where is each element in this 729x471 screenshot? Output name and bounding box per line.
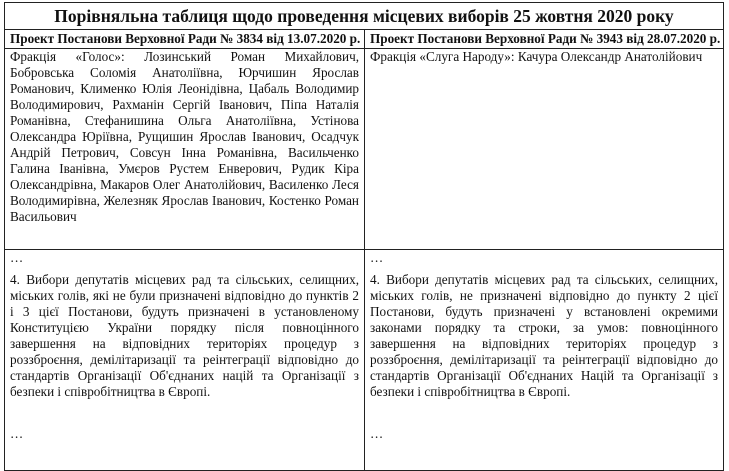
comparison-document bbox=[4, 2, 724, 458]
title-row bbox=[5, 3, 724, 30]
right-provision-cell bbox=[365, 250, 724, 471]
comparison-table bbox=[4, 2, 724, 471]
header-row bbox=[5, 30, 724, 49]
provision-row bbox=[5, 250, 724, 471]
left-provision-cell bbox=[5, 250, 365, 471]
left-authors: Фракція «Голос»: Лозинський Роман Михайлович, Бобровська Соломія Анатоліївна, Юрчишин Ярослав Романович, Клименко Юлія Леонідівна, Цабаль Володимир Володимирович, Рахманін Сергій Іванович, Піпа Наталія Романівна, Стефанишина Ольга Анатоліївна, Устінова Олександра Юріївна, Рущишин Ярослав Іванович, Осадчук Андрій Петрович, Совсун Інна Романівна, Васильченко Галина Іванівна, Умєров Рустем Енверович, Рудик Кіра Олександрівна, Макаров Олег Анатолійович, Василенко Леся Володимирівна, Железняк Ярослав Іванович, Костенко Роман Васильович bbox=[5, 49, 365, 250]
right-ellipsis-top: … bbox=[370, 250, 384, 265]
left-paragraph-4: 4. Вибори депутатів місцевих рад та сільських, селищних, міських голів, які не були призначені відповідно до пунктів 2 і 3 цієї Постанови, будуть призначені в установленому Конституцією України порядку після повноцінного завершення на відповідних територіях процедур з роззброєння, демілітаризації та реінтеграції відповідно до стандартів Організації Об'єднаних націй та Організації з безпеки і співробітництва в Європі. bbox=[10, 272, 359, 399]
right-authors: Фракція «Слуга Народу»: Качура Олександр Анатолійович bbox=[365, 49, 724, 250]
authors-row bbox=[5, 49, 724, 250]
left-column-header: Проект Постанови Верховної Ради № 3834 від 13.07.2020 р. bbox=[5, 30, 365, 49]
left-ellipsis-bottom: … bbox=[10, 426, 24, 441]
right-column-header: Проект Постанови Верховної Ради № 3943 від 28.07.2020 р. bbox=[365, 30, 724, 49]
table-title: Порівняльна таблиця щодо проведення місцевих виборів 25 жовтня 2020 року bbox=[5, 3, 724, 30]
right-paragraph-4: 4. Вибори депутатів місцевих рад та сільських, селищних, міських голів, не призначені відповідно до пункту 2 цієї Постанови, будуть призначені у встановлені окремими законами порядку та строки, за умов: повноцінного завершення на відповідних територіях процедур з роззброєння, демілітаризації та реінтеграції відповідно до стандартів Організації Об'єднаних Націй та Організації з безпеки і співробітництва в Європі. bbox=[370, 272, 718, 399]
left-ellipsis-top: … bbox=[10, 250, 24, 265]
right-ellipsis-bottom: … bbox=[370, 426, 384, 441]
